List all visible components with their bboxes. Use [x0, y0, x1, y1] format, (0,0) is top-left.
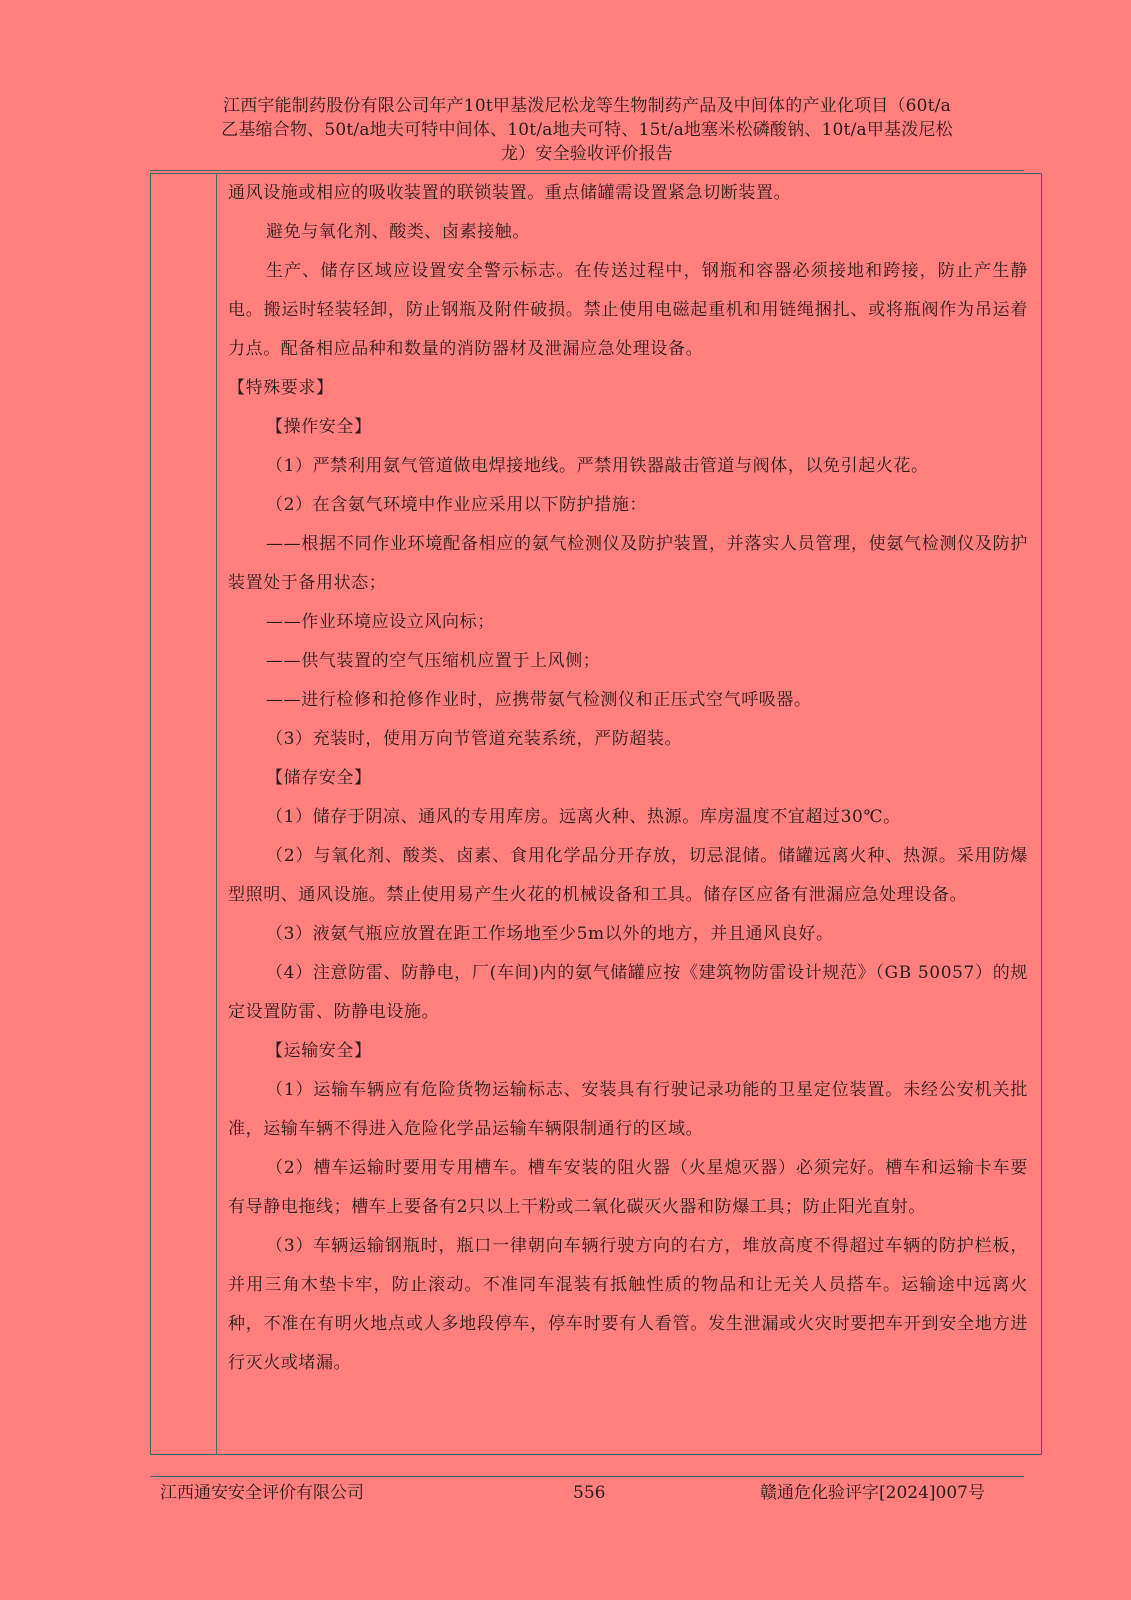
body-paragraph: 生产、储存区域应设置安全警示标志。在传送过程中，钢瓶和容器必须接地和跨接，防止产生静电。搬运时轻装轻卸，防止钢瓶及附件破损。禁止使用电磁起重机和用链绳捆扎、或将瓶阀作为吊运着力点。配备相应品种和数量的消防器材及泄漏应急处理设备。 — [228, 261, 1028, 359]
footer-company: 江西通安安全评价有限公司 — [160, 1483, 364, 1503]
header-title-line-2: 乙基缩合物、50t/a地夫可特中间体、10t/a地夫可特、15t/a地塞米松磷酸钠、10t/a甲基泼尼松 — [221, 120, 953, 140]
body-paragraph: （4）注意防雷、防静电，厂(车间)内的氨气储罐应按《建筑物防雷设计规范》（GB 50057）的规定设置防雷、防静电设施。 — [228, 963, 1028, 1022]
body-paragraph: 【特殊要求】 — [228, 378, 334, 398]
body-paragraph: （3）液氨气瓶应放置在距工作场地至少5m以外的地方，并且通风良好。 — [266, 924, 834, 944]
body-paragraph: 避免与氧化剂、酸类、卤素接触。 — [266, 222, 530, 242]
body-paragraph: ——进行检修和抢修作业时，应携带氨气检测仪和正压式空气呼吸器。 — [266, 690, 812, 710]
table-content-cell — [228, 174, 1028, 1383]
body-paragraph: （1）严禁利用氨气管道做电焊接地线。严禁用铁器敲击管道与阀体，以免引起火花。 — [266, 456, 929, 476]
body-paragraph: （3）车辆运输钢瓶时，瓶口一律朝向车辆行驶方向的右方，堆放高度不得超过车辆的防护栏板，并用三角木垫卡牢，防止滚动。不准同车混装有抵触性质的物品和让无关人员搭车。运输途中远离火种，不准在有明火地点或人多地段停车，停车时要有人看管。发生泄漏或火灾时要把车开到安全地方进行灭火或堵漏。 — [228, 1236, 1028, 1373]
body-paragraph: 通风设施或相应的吸收装置的联锁装置。重点储罐需设置紧急切断装置。 — [228, 183, 792, 203]
header-title-line-3: 龙）安全验收评价报告 — [501, 144, 673, 164]
footer-page-number: 556 — [573, 1483, 606, 1503]
body-paragraph: ——根据不同作业环境配备相应的氨气检测仪及防护装置，并落实人员管理，使氨气检测仪及防护装置处于备用状态； — [228, 534, 1028, 593]
body-paragraph: （2）在含氨气环境中作业应采用以下防护措施： — [266, 495, 648, 515]
body-paragraph: 【运输安全】 — [266, 1041, 372, 1061]
footer-divider — [150, 1476, 1024, 1477]
header-divider — [150, 170, 1024, 171]
page-header — [150, 94, 1024, 166]
body-paragraph: ——作业环境应设立风向标； — [266, 612, 495, 632]
body-paragraph: （2）与氧化剂、酸类、卤素、食用化学品分开存放，切忌混储。储罐远离火种、热源。采用防爆型照明、通风设施。禁止使用易产生火花的机械设备和工具。储存区应备有泄漏应急处理设备。 — [228, 846, 1028, 905]
footer-doc-number: 赣通危化验评字[2024]007号 — [760, 1483, 985, 1503]
body-paragraph: （1）储存于阴凉、通风的专用库房。远离火种、热源。库房温度不宜超过30℃。 — [266, 807, 901, 827]
header-title-line-1: 江西宇能制药股份有限公司年产10t甲基泼尼松龙等生物制药产品及中间体的产业化项目（60t/a — [223, 96, 951, 116]
body-paragraph: （3）充装时，使用万向节管道充装系统，严防超装。 — [266, 729, 683, 749]
body-paragraph: ——供气装置的空气压缩机应置于上风侧； — [266, 651, 601, 671]
body-paragraph: 【储存安全】 — [266, 768, 372, 788]
body-paragraph: （2）槽车运输时要用专用槽车。槽车安装的阻火器（火星熄灭器）必须完好。槽车和运输卡车要有导静电拖线；槽车上要备有2只以上干粉或二氧化碳灭火器和防爆工具；防止阳光直射。 — [228, 1158, 1028, 1217]
table-column-divider — [216, 173, 217, 1455]
body-paragraph: （1）运输车辆应有危险货物运输标志、安装具有行驶记录功能的卫星定位装置。未经公安机关批准，运输车辆不得进入危险化学品运输车辆限制通行的区域。 — [228, 1080, 1028, 1139]
body-paragraph: 【操作安全】 — [266, 417, 372, 437]
